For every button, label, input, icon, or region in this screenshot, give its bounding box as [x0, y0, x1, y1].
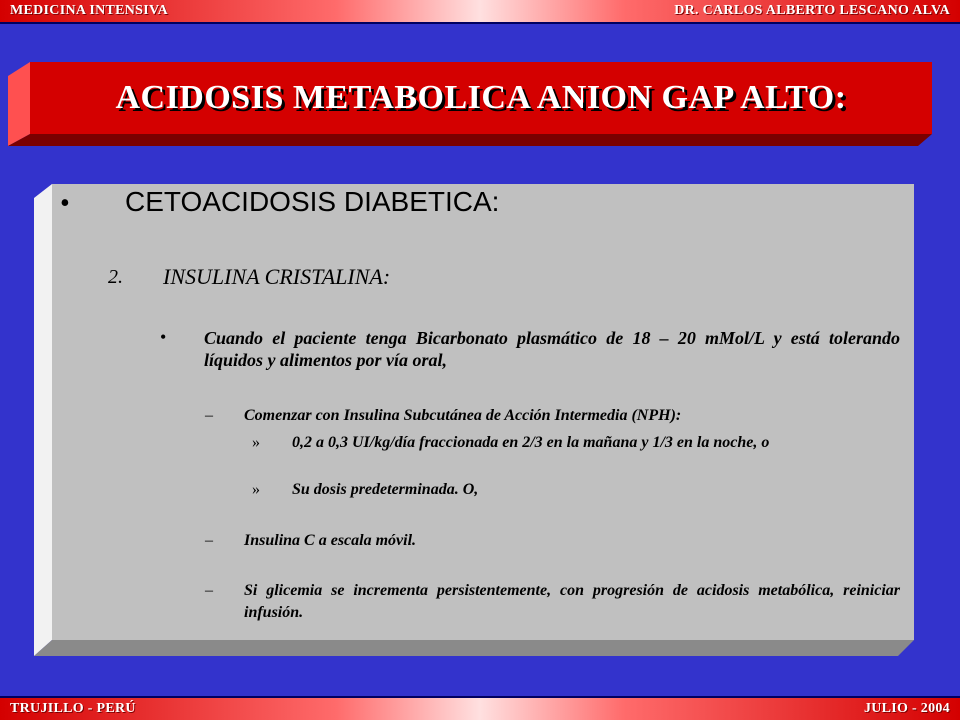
content-bevel-left: [34, 184, 52, 656]
title-bevel-left: [8, 62, 30, 146]
content-bevel-bottom: [34, 640, 914, 656]
subitem-1: 0,2 a 0,3 UI/kg/día fraccionada en 2/3 en la mañana y 1/3 en la noche, o: [292, 434, 770, 451]
title-face: [30, 62, 932, 134]
title-box: [8, 62, 932, 146]
sub-marker-1: »: [252, 434, 260, 451]
footer-left-text: TRUJILLO - PERÚ: [10, 701, 136, 716]
dash-marker-2: –: [205, 532, 213, 549]
item-1: Comenzar con Insulina Subcutánea de Acción Intermedia (NPH):: [244, 407, 682, 424]
slide-title: ACIDOSIS METABOLICA ANION GAP ALTO:: [115, 79, 847, 116]
subheading-number: 2.: [108, 266, 123, 288]
header-right-text: DR. CARLOS ALBERTO LESCANO ALVA: [674, 3, 950, 18]
item-3: Si glicemia se incrementa persistentemente, con progresión de acidosis metabólica, reiniciar infusión.: [244, 582, 900, 621]
point-text: Cuando el paciente tenga Bicarbonato plasmático de 18 – 20 mMol/L y está tolerando líquidos y alimentos por vía oral,: [204, 328, 900, 370]
footer-right-text: JULIO - 2004: [863, 701, 950, 716]
heading-bullet: •: [60, 188, 70, 219]
footer-band: [0, 696, 960, 720]
point-bullet: •: [160, 327, 167, 347]
title-bevel-bottom: [8, 134, 932, 146]
header-band: [0, 0, 960, 24]
header-left-text: MEDICINA INTENSIVA: [10, 3, 169, 18]
section-heading: CETOACIDOSIS DIABETICA:: [125, 186, 500, 217]
subheading: INSULINA CRISTALINA:: [163, 264, 391, 289]
item-2: Insulina C a escala móvil.: [244, 532, 417, 549]
sub-marker-2: »: [252, 481, 260, 498]
dash-marker-1: –: [205, 407, 213, 424]
subitem-2: Su dosis predeterminada. O,: [292, 481, 479, 498]
dash-marker-3: –: [205, 582, 213, 599]
